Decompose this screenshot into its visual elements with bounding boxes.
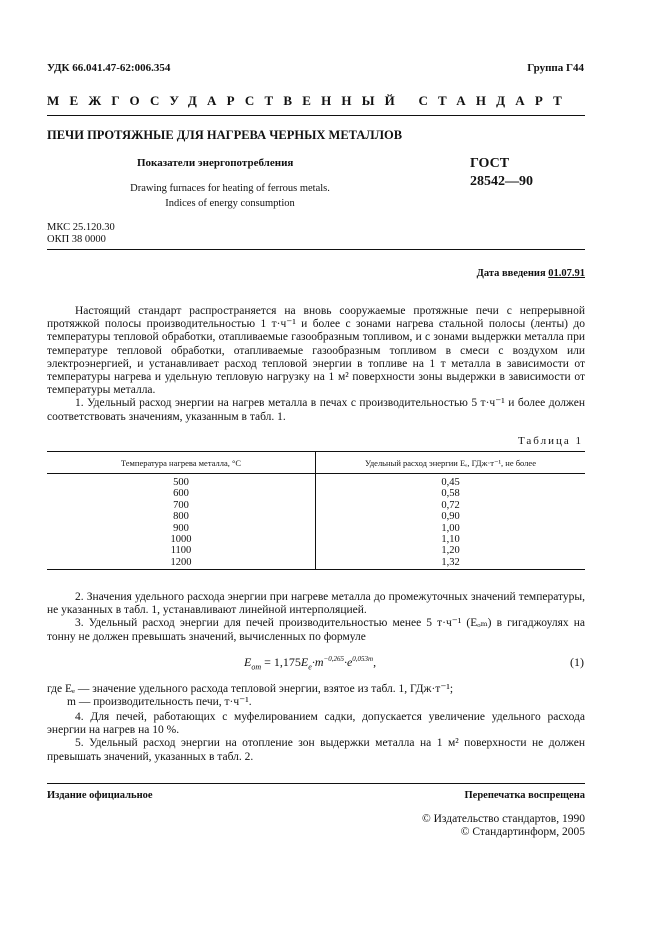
intro-paragraph: Настоящий стандарт распространяется на вновь сооружаемые протяжные печи с непрерывной протяжкой полосы производительностью 1 т·ч⁻¹ и более с зонами нагрева стальной полосы (ленты) до температуры тепловой обработки, отапливаемые газообразным топливом, и с зонами выдержки металла при температуре тепловой обработки, отапливаемые газообразным топливом в смеси с воздухом или электроэнергией, и устанавливает расход тепловой энергии в топливе на 1 т металла в зависимости от температуры нагрева и удельную тепловую нагрузку на 1 м² поверхности зоны выдержки в зависимости от температуры металла. xyxy=(47,305,585,397)
cell-temperature: 600 xyxy=(47,488,316,499)
document-title: ПЕЧИ ПРОТЯЖНЫЕ ДЛЯ НАГРЕВА ЧЕРНЫХ МЕТАЛЛОВ xyxy=(47,128,403,142)
formula-m: ·m xyxy=(311,655,324,669)
effective-date xyxy=(477,268,585,279)
formula-coefficient: = 1,175 xyxy=(261,655,301,669)
english-title-line-2: Indices of energy consumption xyxy=(165,198,295,209)
table-1 xyxy=(47,451,585,570)
formula-number: (1) xyxy=(570,655,584,669)
cell-energy: 0,72 xyxy=(441,499,460,511)
column-header-temperature: Температура нагрева металла, °С xyxy=(47,452,316,474)
formula-where-m: m — производительность печи, т·ч⁻¹. xyxy=(67,696,252,709)
standard-type-heading: МЕЖГОСУДАРСТВЕННЫЙ СТАНДАРТ xyxy=(47,93,573,108)
formula-exp-exponent: 0,053m xyxy=(352,655,374,663)
gost-number: 28542—90 xyxy=(470,174,533,189)
cell-energy: 1,20 xyxy=(441,545,460,557)
table-row xyxy=(47,488,585,499)
clause-5: 5. Удельный расход энергии на отопление зон выдержки металла на 1 м² поверхности не должен превышать значений, указанных в табл. 2. xyxy=(47,737,585,763)
table-row xyxy=(47,545,585,556)
formula-m-exponent: −0,265 xyxy=(323,655,344,663)
formula-e-subscript: e xyxy=(308,662,312,672)
copyright-2005: © Стандартинформ, 2005 xyxy=(460,826,585,838)
cell-energy: 0,90 xyxy=(441,511,460,523)
mks-code: МКС 25.120.30 xyxy=(47,222,115,233)
cell-temperature: 700 xyxy=(47,500,316,511)
reprint-note: Перепечатка воспрещена xyxy=(464,790,585,801)
document-subtitle: Показатели энергопотребления xyxy=(137,157,294,169)
header-divider xyxy=(47,115,585,116)
table-row xyxy=(47,523,585,534)
cell-temperature: 800 xyxy=(47,511,316,522)
english-title xyxy=(105,181,355,211)
effective-date-label: Дата введения xyxy=(476,268,546,279)
cell-energy: 1,00 xyxy=(441,522,460,534)
table-1-title: Таблица 1 xyxy=(517,435,583,447)
formula-legend xyxy=(47,683,585,709)
table-row xyxy=(47,534,585,545)
cell-temperature: 900 xyxy=(47,523,316,534)
clause-2: 2. Значения удельного расхода энергии при нагреве металла до промежуточных значений температуры, не указанных в табл. 1, устанавливают линейной интерполяцией. xyxy=(47,591,585,617)
formula-lhs-subscript: от xyxy=(251,662,262,672)
column-header-energy: Удельный расход энергии Eₑ, ГДж·т⁻¹, не более xyxy=(316,452,586,474)
cell-temperature: 1000 xyxy=(47,534,316,545)
intro-text xyxy=(47,305,585,424)
table-row xyxy=(47,511,585,522)
classification-codes xyxy=(47,222,115,246)
footer-divider xyxy=(47,783,585,784)
cell-energy: 0,45 xyxy=(441,477,460,488)
edition-note: Издание официальное xyxy=(47,790,153,801)
clauses-2-3 xyxy=(47,591,585,644)
cell-energy: 1,10 xyxy=(441,534,460,546)
formula-exp: ·e xyxy=(343,655,353,669)
clause-4: 4. Для печей, работающих с муфелированием садки, допускается увеличение удельного расхода энергии на нагрев на 10 %. xyxy=(47,711,585,737)
formula-e: E xyxy=(300,655,309,669)
clause-1: 1. Удельный расход энергии на нагрев металла в печах с производительностью 5 т·ч⁻¹ и более должен соответствовать значениям, указанным в табл. 1. xyxy=(47,397,585,423)
cell-temperature: 1100 xyxy=(47,545,316,556)
table-row xyxy=(47,557,585,570)
group-code: Группа Г44 xyxy=(527,62,584,74)
formula-1 xyxy=(244,655,376,671)
clause-3: 3. Удельный расход энергии для печей производительностью менее 5 т·ч⁻¹ (Eₒₘ) в гигаджоулях на тонну не должен превышать значений, вычисленных по формуле xyxy=(47,617,585,643)
cell-energy: 0,58 xyxy=(441,488,460,500)
formula-where-ee: где Eₑ — значение удельного расхода тепловой энергии, взятое из табл. 1, ГДж·т⁻¹; xyxy=(47,683,454,695)
cell-energy: 1,32 xyxy=(316,557,586,570)
copyright-1990: © Издательство стандартов, 1990 xyxy=(421,813,585,825)
table-row xyxy=(47,500,585,511)
copyright-block xyxy=(422,813,585,839)
okp-code: ОКП 38 0000 xyxy=(47,234,106,245)
clauses-4-5 xyxy=(47,711,585,764)
effective-date-value: 01.07.91 xyxy=(548,268,585,279)
english-title-line-1: Drawing furnaces for heating of ferrous metals. xyxy=(130,183,330,194)
formula-lhs: E xyxy=(244,655,252,669)
table-header-row xyxy=(47,452,585,474)
cell-temperature: 500 xyxy=(47,474,316,489)
table-row xyxy=(47,474,585,489)
codes-divider xyxy=(47,249,585,250)
udk-code: УДК 66.041.47-62:006.354 xyxy=(47,62,171,74)
gost-label: ГОСТ xyxy=(470,156,510,171)
cell-temperature: 1200 xyxy=(47,557,316,570)
gost-designation xyxy=(470,155,533,191)
formula-tail: , xyxy=(373,655,377,669)
